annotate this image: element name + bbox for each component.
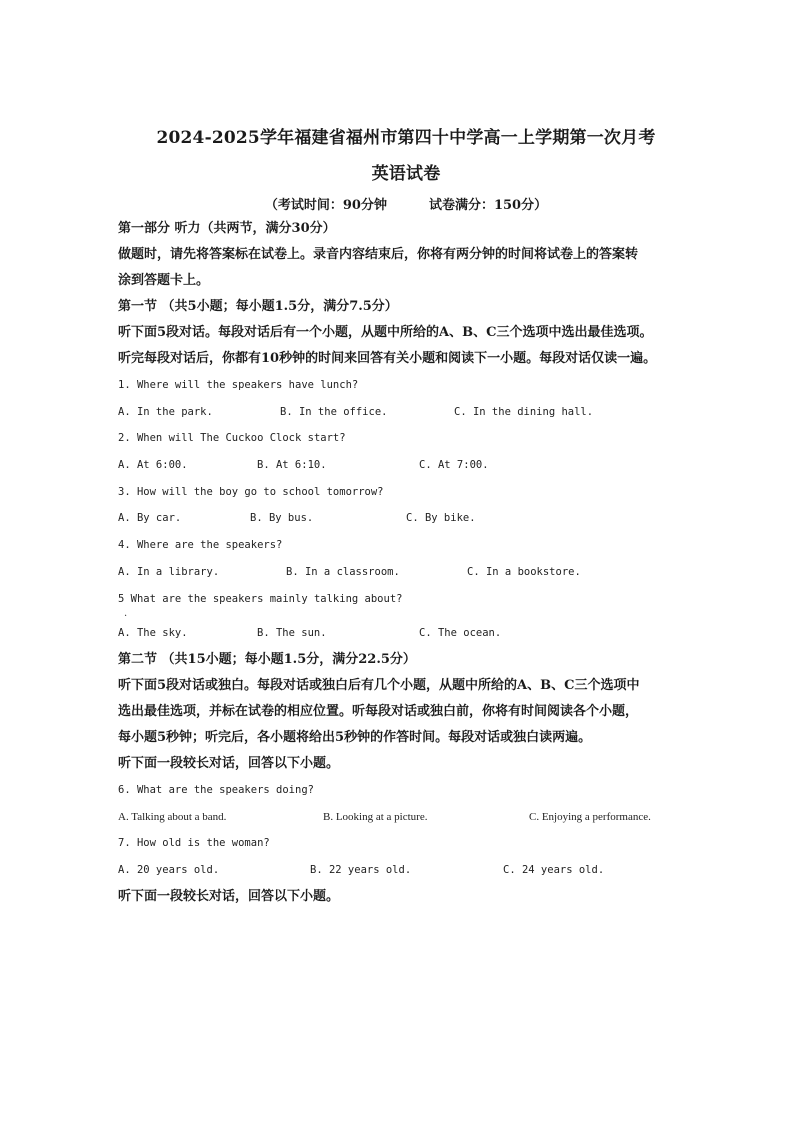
option-c: C. 24 years old. <box>503 864 605 877</box>
exam-meta <box>118 196 694 216</box>
section2-instruction-line: 听下面5段对话或独白。每段对话或独白后有几个小题，从题中所给的A、B、C三个选项中 <box>118 677 640 693</box>
question-options <box>118 452 694 479</box>
option-a: A. By car. <box>118 512 182 525</box>
option-b: B. The sun. <box>257 627 327 640</box>
option-c: C. In a bookstore. <box>467 565 581 578</box>
passage-intro: 听下面一段较长对话，回答以下小题。 <box>118 755 340 771</box>
section2-instruction-line: 每小题5秒钟；听完后，各小题将给出5秒钟的作答时间。每段对话或独白读两遍。 <box>118 729 592 745</box>
exam-subtitle: 英语试卷 <box>371 164 441 184</box>
option-c: C. In the dining hall. <box>454 405 594 418</box>
question-text: 7. How old is the woman? <box>118 837 270 850</box>
option-a: A. Talking about a band. <box>118 810 227 823</box>
option-a: A. 20 years old. <box>118 864 220 877</box>
section1-heading: 第一节 （共5小题；每小题1.5分，满分7.5分） <box>118 299 398 314</box>
option-a: A. In a library. <box>118 565 220 578</box>
question-text: 3. How will the boy go to school tomorrow? <box>118 485 384 498</box>
question-options <box>118 399 694 426</box>
option-b: B. 22 years old. <box>310 864 412 877</box>
question-options <box>118 559 694 586</box>
option-c: C. By bike. <box>406 512 476 525</box>
option-b: B. In the office. <box>280 405 388 418</box>
option-a: A. In the park. <box>118 405 213 418</box>
section2-heading: 第二节 （共15小题；每小题1.5分，满分22.5分） <box>118 651 416 667</box>
question-options <box>118 620 694 647</box>
question-options <box>118 505 694 532</box>
question-text: 5 What are the speakers mainly talking about? <box>118 592 403 605</box>
option-b: B. By bus. <box>250 512 314 525</box>
stray-dot: . <box>124 608 128 620</box>
exam-score: 试卷满分：150分） <box>428 198 548 213</box>
option-a: A. The sky. <box>118 627 188 640</box>
question-options <box>118 804 694 831</box>
part1-instruction-line: 做题时，请先将答案标在试卷上。录音内容结束后，你将有两分钟的时间将试卷上的答案转 <box>118 247 639 262</box>
question-text: 2. When will The Cuckoo Clock start? <box>118 432 346 445</box>
option-a: A. At 6:00. <box>118 459 188 472</box>
exam-title: 2024-2025学年福建省福州市第四十中学高一上学期第一次月考 <box>156 128 656 148</box>
option-b: B. In a classroom. <box>286 565 400 578</box>
part1-instruction-line: 涂到答题卡上。 <box>118 273 210 288</box>
passage-intro: 听下面一段较长对话，回答以下小题。 <box>118 888 340 904</box>
option-c: C. Enjoying a performance. <box>529 810 651 823</box>
section1-instruction-line: 听完每段对话后，你都有10秒钟的时间来回答有关小题和阅读下一小题。每段对话仅读一遍。 <box>118 351 657 366</box>
section2-instruction-line: 选出最佳选项，并标在试卷的相应位置。听每段对话或独白前，你将有时间阅读各个小题， <box>118 703 639 719</box>
question-text: 6. What are the speakers doing? <box>118 783 314 796</box>
option-c: C. At 7:00. <box>419 459 489 472</box>
option-b: B. At 6:10. <box>257 459 327 472</box>
option-b: B. Looking at a picture. <box>323 810 428 823</box>
section1-instruction-line: 听下面5段对话。每段对话后有一个小题，从题中所给的A、B、C三个选项中选出最佳选项。 <box>118 325 653 340</box>
option-c: C. The ocean. <box>419 627 502 640</box>
question-options <box>118 857 694 884</box>
exam-time: （考试时间：90分钟 <box>264 198 387 213</box>
question-text: 4. Where are the speakers? <box>118 539 283 552</box>
part1-heading: 第一部分 听力（共两节，满分30分） <box>118 221 336 236</box>
question-text: 1. Where will the speakers have lunch? <box>118 379 359 391</box>
